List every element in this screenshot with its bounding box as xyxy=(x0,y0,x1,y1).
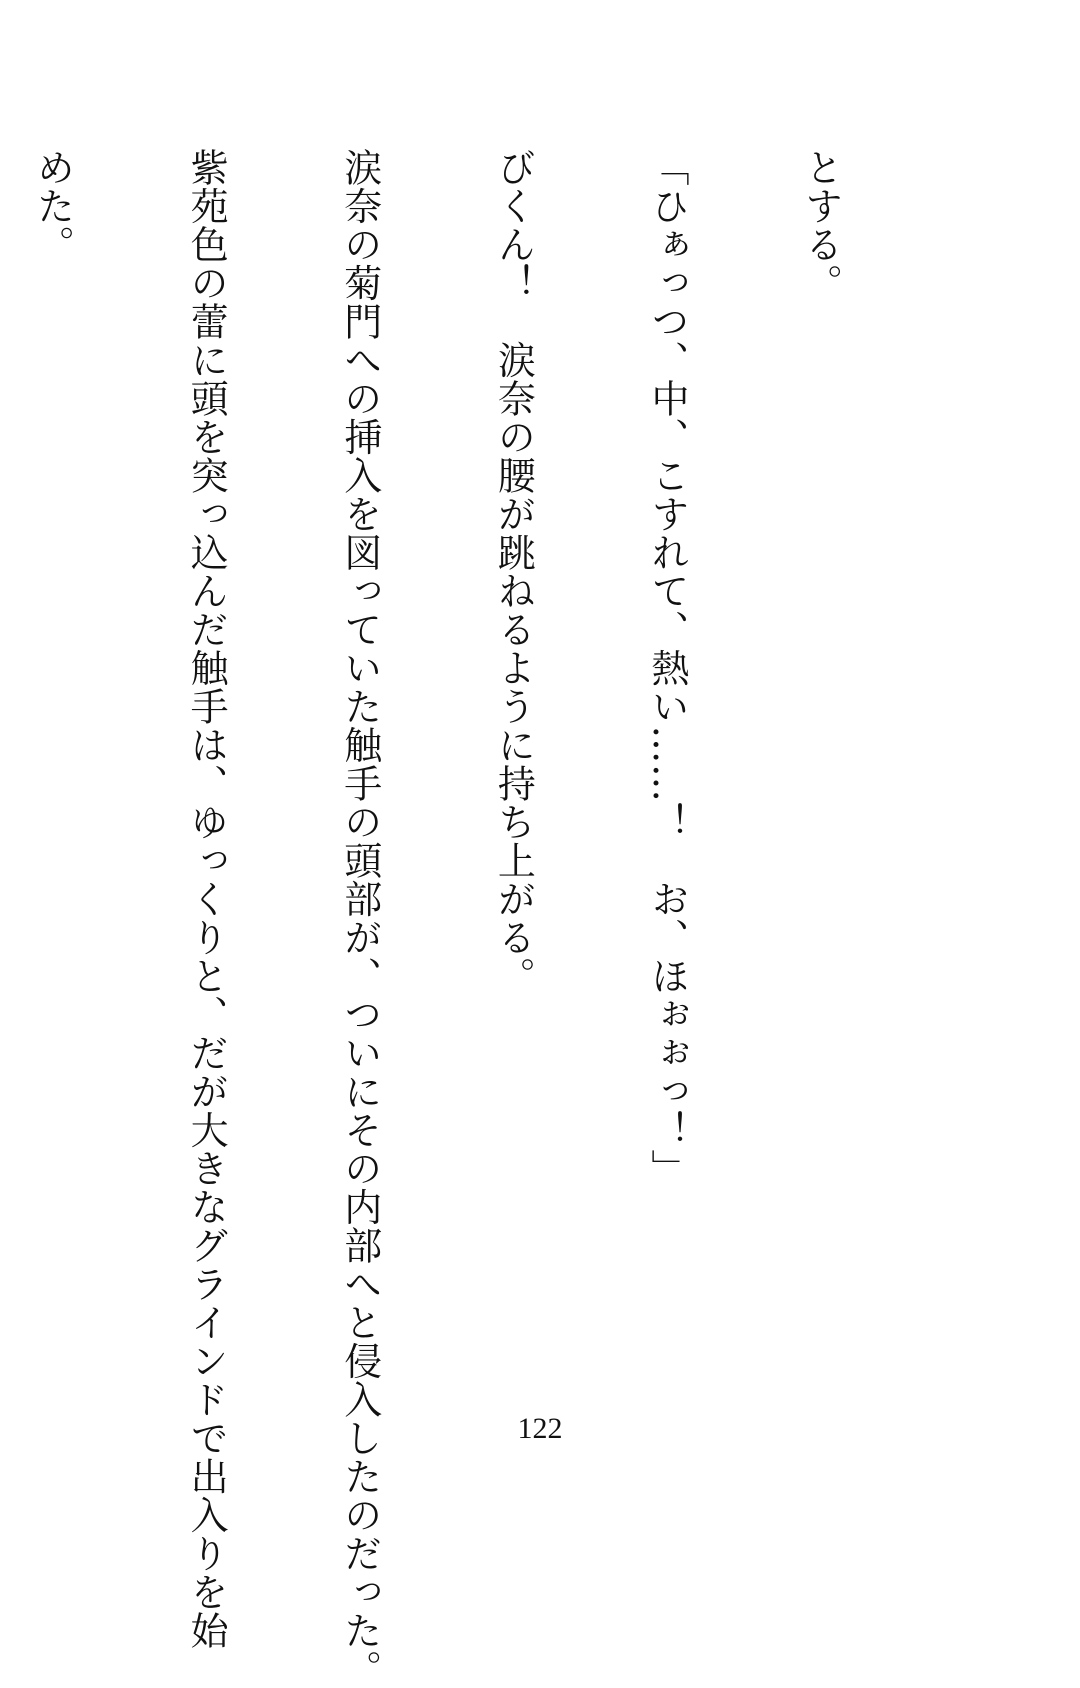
text-line: めた。 xyxy=(30,148,75,264)
text-line: 「ひぁっつ、中、こすれて、熱い……！ お、ほぉぉっ！」 xyxy=(644,148,689,1188)
text-line: 涙奈の菊門への挿入を図っていた触手の頭部が、ついにその内部へと侵入したのだった。 xyxy=(337,148,382,1688)
text-line: びくん！ 涙奈の腰が跳ねるように持ち上がる。 xyxy=(491,148,536,995)
page-number: 122 xyxy=(517,1412,563,1445)
text-line: 紫苑色の蕾に頭を突っ込んだ触手は、ゆっくりと、だが大きなグラインドで出入りを始 xyxy=(184,148,229,1650)
text-line: とする。 xyxy=(798,148,843,302)
